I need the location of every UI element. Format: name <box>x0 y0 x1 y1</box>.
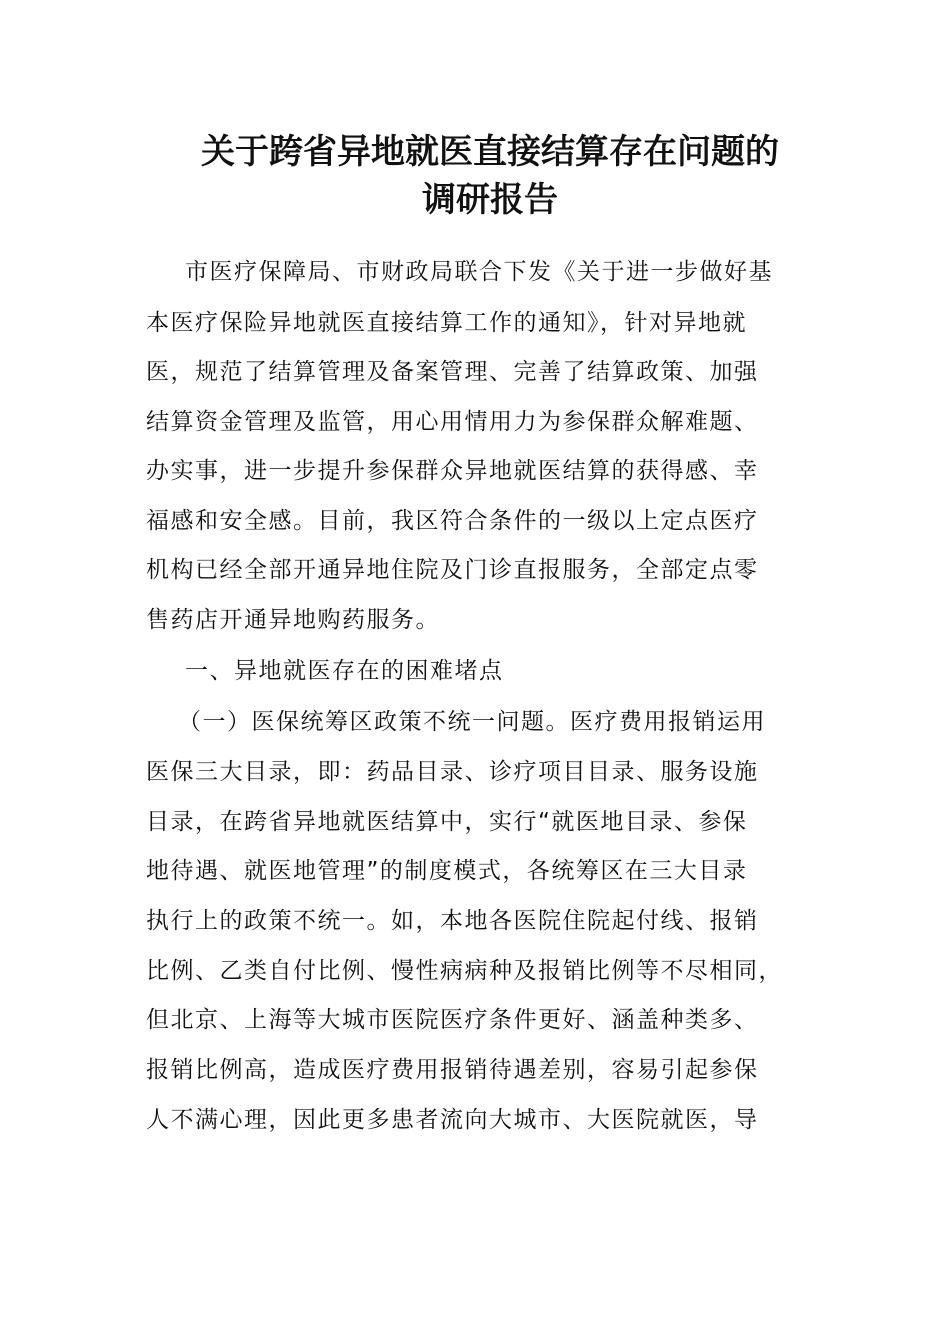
paragraph-line: 机构已经全部开通异地住院及门诊直报服务，全部定点零 <box>146 557 759 583</box>
paragraph-line: 本医疗保险异地就医直接结算工作的通知》，针对异地就 <box>146 310 747 336</box>
paragraph-line: 医保三大目录，即：药品目录、诊疗项目目录、服务设施 <box>146 759 759 785</box>
document-title-line-2: 调研报告 <box>422 180 558 220</box>
subsection-heading-line: （一）医保统筹区政策不统一问题。医疗费用报销运用 <box>178 709 766 735</box>
paragraph-line: 结算资金管理及监管，用心用情用力为参保群众解难题、 <box>146 409 759 435</box>
paragraph-line: 医，规范了结算管理及备案管理、完善了结算政策、加强 <box>146 359 759 385</box>
paragraph-line: 比例、乙类自付比例、慢性病病种及报销比例等不尽相同， <box>146 958 783 984</box>
paragraph-line: 售药店开通异地购药服务。 <box>146 607 440 633</box>
paragraph-line: 办实事，进一步提升参保群众异地就医结算的获得感、幸 <box>146 458 759 484</box>
paragraph-line: 人不满心理，因此更多患者流向大城市、大医院就医，导 <box>146 1107 759 1133</box>
paragraph-line: 报销比例高，造成医疗费用报销待遇差别，容易引起参保 <box>146 1057 759 1083</box>
paragraph-line: 地待遇、就医地管理”的制度模式，各统筹区在三大目录 <box>146 858 748 884</box>
paragraph-line: 但北京、上海等大城市医院医疗条件更好、涵盖种类多、 <box>146 1007 759 1033</box>
paragraph-line: 目录，在跨省异地就医结算中，实行“就医地目录、参保 <box>146 809 748 835</box>
section-heading: 一、异地就医存在的困难堵点 <box>185 658 504 684</box>
paragraph-line: 福感和安全感。目前，我区符合条件的一级以上定点医疗 <box>146 508 759 534</box>
paragraph-line: 市医疗保障局、市财政局联合下发《关于进一步做好基 <box>185 259 773 285</box>
paragraph-line: 执行上的政策不统一。如，本地各医院住院起付线、报销 <box>146 908 759 934</box>
document-title-line-1: 关于跨省异地就医直接结算存在问题的 <box>201 132 779 172</box>
